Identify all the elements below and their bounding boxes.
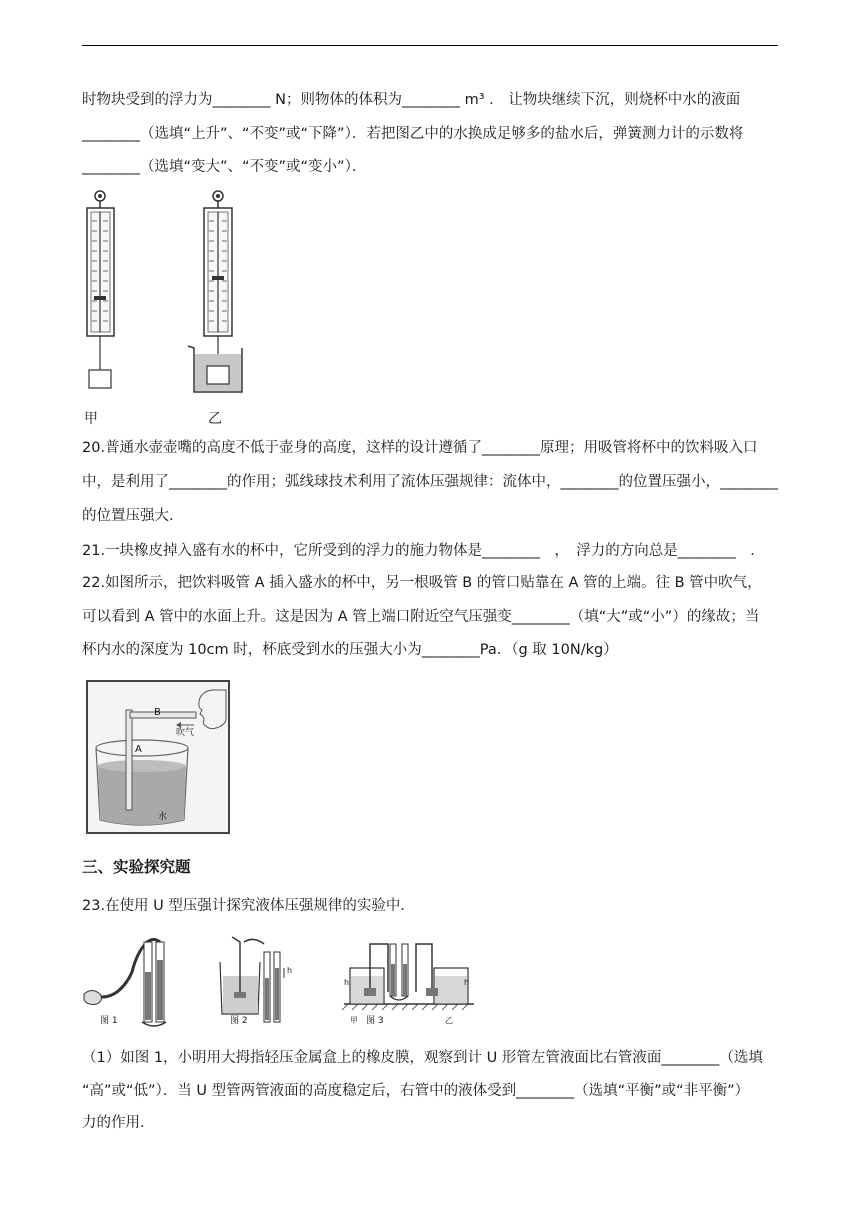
q19-line-1: 时物块受到的浮力为________ N；则物体的体积为________ m³ ． 让物块继续下沉，则烧杯中水的液面 (82, 92, 741, 108)
q23-part1-line-3: 力的作用． (82, 1115, 155, 1131)
fig23-3-label-yi: 乙 (445, 1016, 453, 1025)
q20-line-3: 的位置压强大． (82, 508, 184, 524)
q20-line-2: 中，是利用了________的作用；弧线球技术利用了流体压强规律：流体中，________的位置压强小，________ (82, 474, 778, 490)
spring-scale-figure (82, 186, 262, 412)
q22-line-2: 可以看到 A 管中的水面上升。这是因为 A 管上端口附近空气压强变________（填“大”或“小”）的缘故；当 (82, 609, 760, 625)
fig19-label-yi: 乙 (208, 411, 222, 427)
fig23-3-label-h-left: h (344, 978, 350, 987)
fig23-caption-2: 图 2 (230, 1016, 248, 1026)
fig23-caption-1: 图 1 (100, 1016, 118, 1026)
fig22-label-water: 水 (158, 812, 168, 822)
fig22-label-blow: 吹气 (176, 728, 195, 738)
fig22-label-A: A (135, 744, 142, 755)
face-icon (199, 690, 226, 729)
fig23-3-label-h-right: h (464, 978, 470, 987)
u-tube-figure (82, 932, 474, 1032)
q23-part1-line-1: （1）如图 1，小明用大拇指轻压金属盒上的橡皮膜，观察到计 U 形管左管液面比右管液面________（选填 (82, 1050, 763, 1066)
fig23-2 (220, 937, 284, 1022)
spring-scale-jia (87, 191, 114, 388)
header-rule (82, 45, 778, 46)
section-3-heading: 三、实验探究题 (82, 858, 191, 876)
q21-line-1: 21.一块橡皮掉入盛有水的杯中，它所受到的浮力的施力物体是________ ， 浮力的方向总是________ ． (82, 543, 765, 559)
fig23-3 (342, 944, 474, 1010)
fig23-3-label-jia: 甲 (350, 1016, 358, 1025)
q23-part1-line-2: “高”或“低”）．当 U 型管两管液面的高度稳定后，右管中的液体受到________（选填“平衡”或“非平衡”） (82, 1083, 750, 1099)
spring-scale-yi (188, 191, 242, 392)
fig22-label-B: B (154, 707, 161, 718)
q22-line-3: 杯内水的深度为 10cm 时，杯底受到水的压强大小为________Pa．（g 取 10N/kg） (82, 642, 618, 658)
fig23-2-label-h: h (287, 966, 293, 975)
fig23-caption-3: 图 3 (366, 1016, 384, 1026)
q23-line-1: 23.在使用 U 型压强计探究液体压强规律的实验中． (82, 898, 415, 914)
q19-line-2: ________（选填“上升”、“不变”或“下降”）．若把图乙中的水换成足够多的盐水后，弹簧测力计的示数将 (82, 126, 744, 142)
fig19-label-jia: 甲 (84, 411, 98, 427)
q22-line-1: 22.如图所示，把饮料吸管 A 插入盛水的杯中，另一根吸管 B 的管口贴靠在 A 管的上端。往 B 管中吹气， (82, 575, 762, 591)
q19-line-3: ________（选填“变大”、“不变”或“变小”）． (82, 159, 367, 175)
q20-line-1: 20.普通水壶壶嘴的高度不低于壶身的高度，这样的设计遵循了________原理；用吸管将杯中的饮料吸入口 (82, 440, 758, 456)
fig23-1 (84, 940, 166, 1027)
